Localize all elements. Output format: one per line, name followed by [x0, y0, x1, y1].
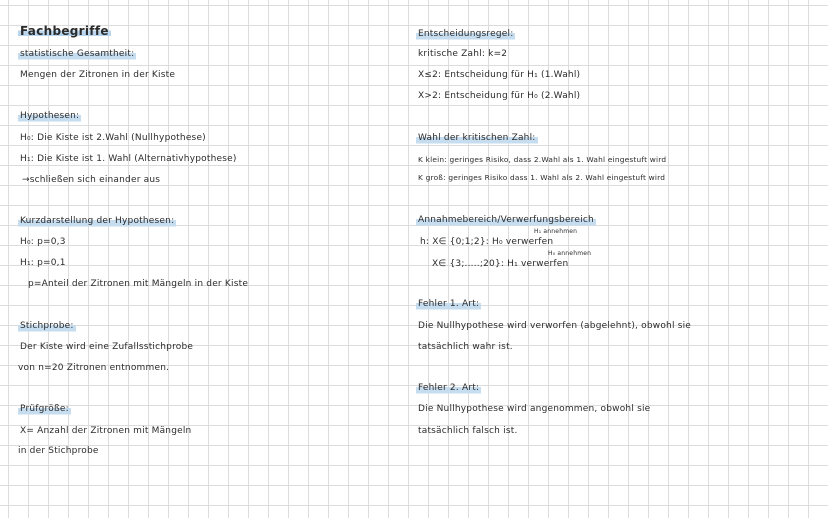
regel-kritische-zahl: kritische Zahl: k=2: [418, 49, 508, 59]
annahme-h1-annehmen: H₁ annehmen: [534, 228, 578, 235]
hypothesen-heading: Hypothesen:: [20, 111, 80, 121]
fehler2-line1: Die Nullhypothese wird angenommen, obwohl sie: [418, 404, 651, 414]
regel-heading: Entscheidungsregel:: [418, 29, 514, 39]
fehler1-line1: Die Nullhypothese wird verworfen (abgelehnt), obwohl sie: [418, 321, 692, 331]
pruef-line2: in der Stichprobe: [18, 446, 99, 456]
pruef-line1: X= Anzahl der Zitronen mit Mängeln: [20, 426, 192, 436]
fehler1-heading: Fehler 1. Art:: [418, 299, 480, 309]
hypothesen-note: →schließen sich einander aus: [22, 175, 161, 185]
gesamtheit-heading: statistische Gesamtheit:: [20, 49, 135, 59]
kurz-heading: Kurzdarstellung der Hypothesen:: [20, 216, 175, 226]
wahl-heading: Wahl der kritischen Zahl:: [418, 133, 536, 143]
stichprobe-heading: Stichprobe:: [20, 321, 74, 331]
fehler2-heading: Fehler 2. Art:: [418, 383, 480, 393]
stichprobe-line1: Der Kiste wird eine Zufallsstichprobe: [20, 342, 194, 352]
regel-line2: X>2: Entscheidung für H₀ (2.Wahl): [418, 91, 581, 101]
annahme-heading: Annahmebereich/Verwerfungsbereich: [418, 215, 594, 225]
page-title: Fachbegriffe: [20, 24, 109, 38]
annahme-h0-annehmen: H₀ annehmen: [548, 250, 592, 257]
gesamtheit-text: Mengen der Zitronen in der Kiste: [20, 70, 176, 80]
wahl-line1: K klein: geringes Risiko, dass 2.Wahl als 1. Wahl eingestuft wird: [418, 155, 667, 164]
annahme-line1: h: X∈ {0;1;2}: H₀ verwerfen: [420, 237, 554, 247]
stichprobe-line2: von n=20 Zitronen entnommen.: [18, 363, 170, 373]
annahme-line2: X∈ {3;.....;20}: H₁ verwerfen: [432, 259, 569, 269]
kurz-h0: H₀: p=0,3: [20, 237, 66, 247]
fehler1-line2: tatsächlich wahr ist.: [418, 342, 513, 352]
wahl-line2: K groß: geringes Risiko dass 1. Wahl als 2. Wahl eingestuft wird: [418, 173, 666, 182]
hypothesen-h0: H₀: Die Kiste ist 2.Wahl (Nullhypothese): [20, 133, 206, 143]
kurz-p-definition: p=Anteil der Zitronen mit Mängeln in der Kiste: [28, 279, 249, 289]
fehler2-line2: tatsächlich falsch ist.: [418, 426, 518, 436]
hypothesen-h1: H₁: Die Kiste ist 1. Wahl (Alternativhypothese): [20, 154, 237, 164]
regel-line1: X≤2: Entscheidung für H₁ (1.Wahl): [418, 70, 581, 80]
kurz-h1: H₁: p=0,1: [20, 258, 66, 268]
pruef-heading: Prüfgröße:: [20, 404, 69, 414]
